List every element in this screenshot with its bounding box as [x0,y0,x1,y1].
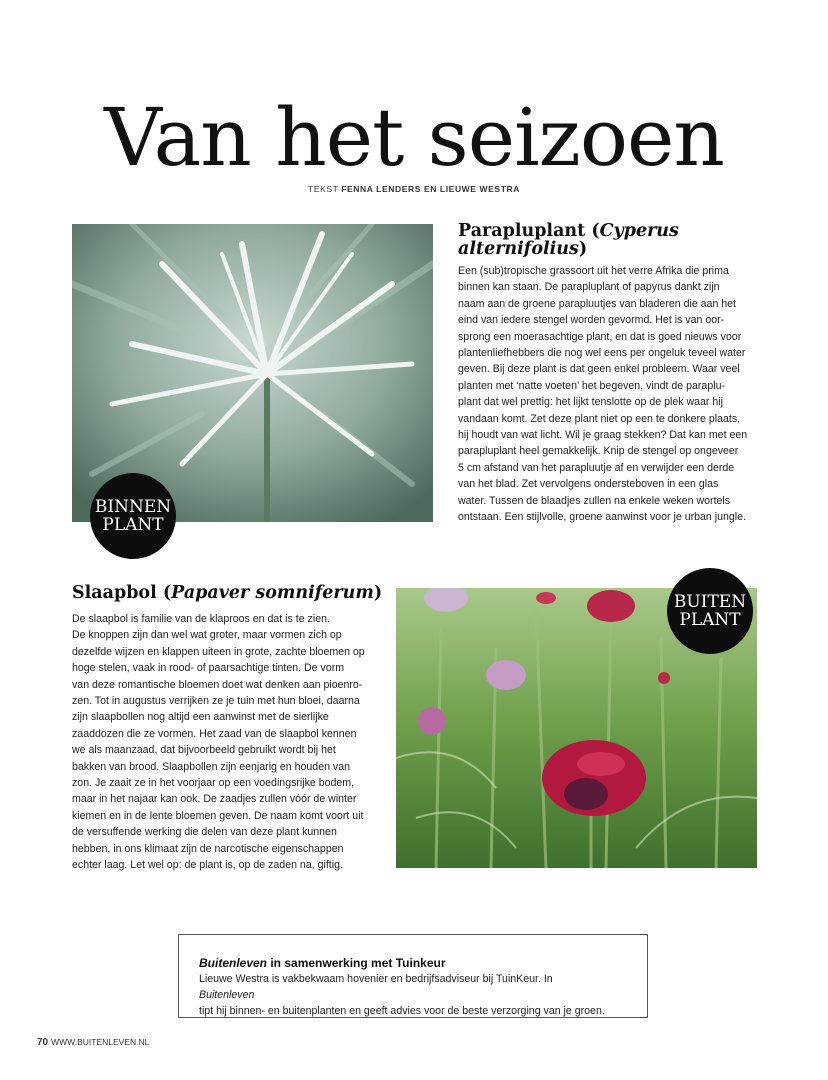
byline [0,184,828,194]
byline-prefix: TEKST [308,184,339,194]
article2-body: De slaapbol is familie van de klaproos en dat is te zien. De knoppen zijn dan wel wat groter, maar vormen zich op dezelfde wijzen en klappen uiteen in grote, zachte bloemen op hoge stelen, vaak in rood- of paarsachtige tinten. De vorm van deze romantische bloemen doet wat denken aan pioenro- zen. Tot in augustus verrijken ze je tuin met hun bloei, daarna zijn slaapbollen nog altijd een aanwinst met de sierlijke zaaddozen die ze vormen. Het zaad van de slaapbol kennen we als maanzaad, dat bijvoorbeeld gebruikt wordt bij het bakken van brood. Slaapbollen zijn eenjarig en houden van zon. Je zaait ze in het voorjaar op een voedingsrijke bodem, maar in het najaar kan ook. De zaadjes zullen vóór de winter kiemen en in de lente bloemen geven. De naam komt voort uit de versuffende werking die delen van deze plant kunnen hebben, in ons klimaat zijn de narcotische eigenschappen echter laag. Let wel op: de plant is, op de zaden na, giftig. [72,613,365,872]
info-box-text: Lieuwe Westra is vakbekwaam hovenier en bedrijfsadviseur bij TuinKeur. In Buitenleven tipt hij binnen- en buitenplanten en geeft advies voor de beste verzorging van je groen. [199,973,605,1017]
article1-heading: Parapluplant (Cyperus alternifolius) [458,221,679,259]
indoor-plant-badge [90,473,176,559]
badge-line1: BUITEN [673,592,747,612]
outdoor-plant-badge [667,568,753,654]
article1-body: Een (sub)tropische grassoort uit het verre Afrika die prima binnen kan staan. De parapluplant of papyrus dankt zijn naam aan de groene parapluutjes van bladeren die aan het eind van iedere stengel worden gevormd. Het is van oor- sprong een moerasachtige plant, en dat is goed nieuws voor plantenliefhebbers die nog wel eens per ongeluk teveel water geven. Bij deze plant is dat geen enkel probleem. Waar veel planten met ‘natte voeten’ het begeven, vindt de paraplu- plant dat wel prettig: het lijkt tenslotte op de plek waar hij vandaan komt. Zet deze plant niet op een te donkere plaats, hij houdt van wat licht. Wil je graag stekken? Dat kan met een parapluplant heel gemakkelijk. Knip de stengel op ongeveer 5 cm afstand van het parapluutje af en verwijder een derde van het blad. Zet vervolgens ondersteboven in een glas water. Tussen de blaadjes zullen na enkele weken wortels ontstaan. Een stijlvolle, groene aanwinst voor je urban jungle. [458,265,748,524]
article2-heading: Slaapbol (Papaver somniferum) [72,583,383,603]
page-number: 70 [37,1037,49,1048]
byline-authors: FENNA LENDERS EN LIEUWE WESTRA [341,184,520,194]
badge-line2: PLANT [102,515,164,535]
badge-line1: BINNEN [94,497,172,517]
info-box [178,934,648,1018]
badge-line2: PLANT [679,610,741,630]
page-footer [37,1037,149,1048]
site-url: WWW.BUITENLEVEN.NL [51,1037,150,1047]
info-box-title: Buitenleven in samenwerking met Tuinkeur [199,956,446,970]
page-title: Van het seizoen [104,91,724,184]
